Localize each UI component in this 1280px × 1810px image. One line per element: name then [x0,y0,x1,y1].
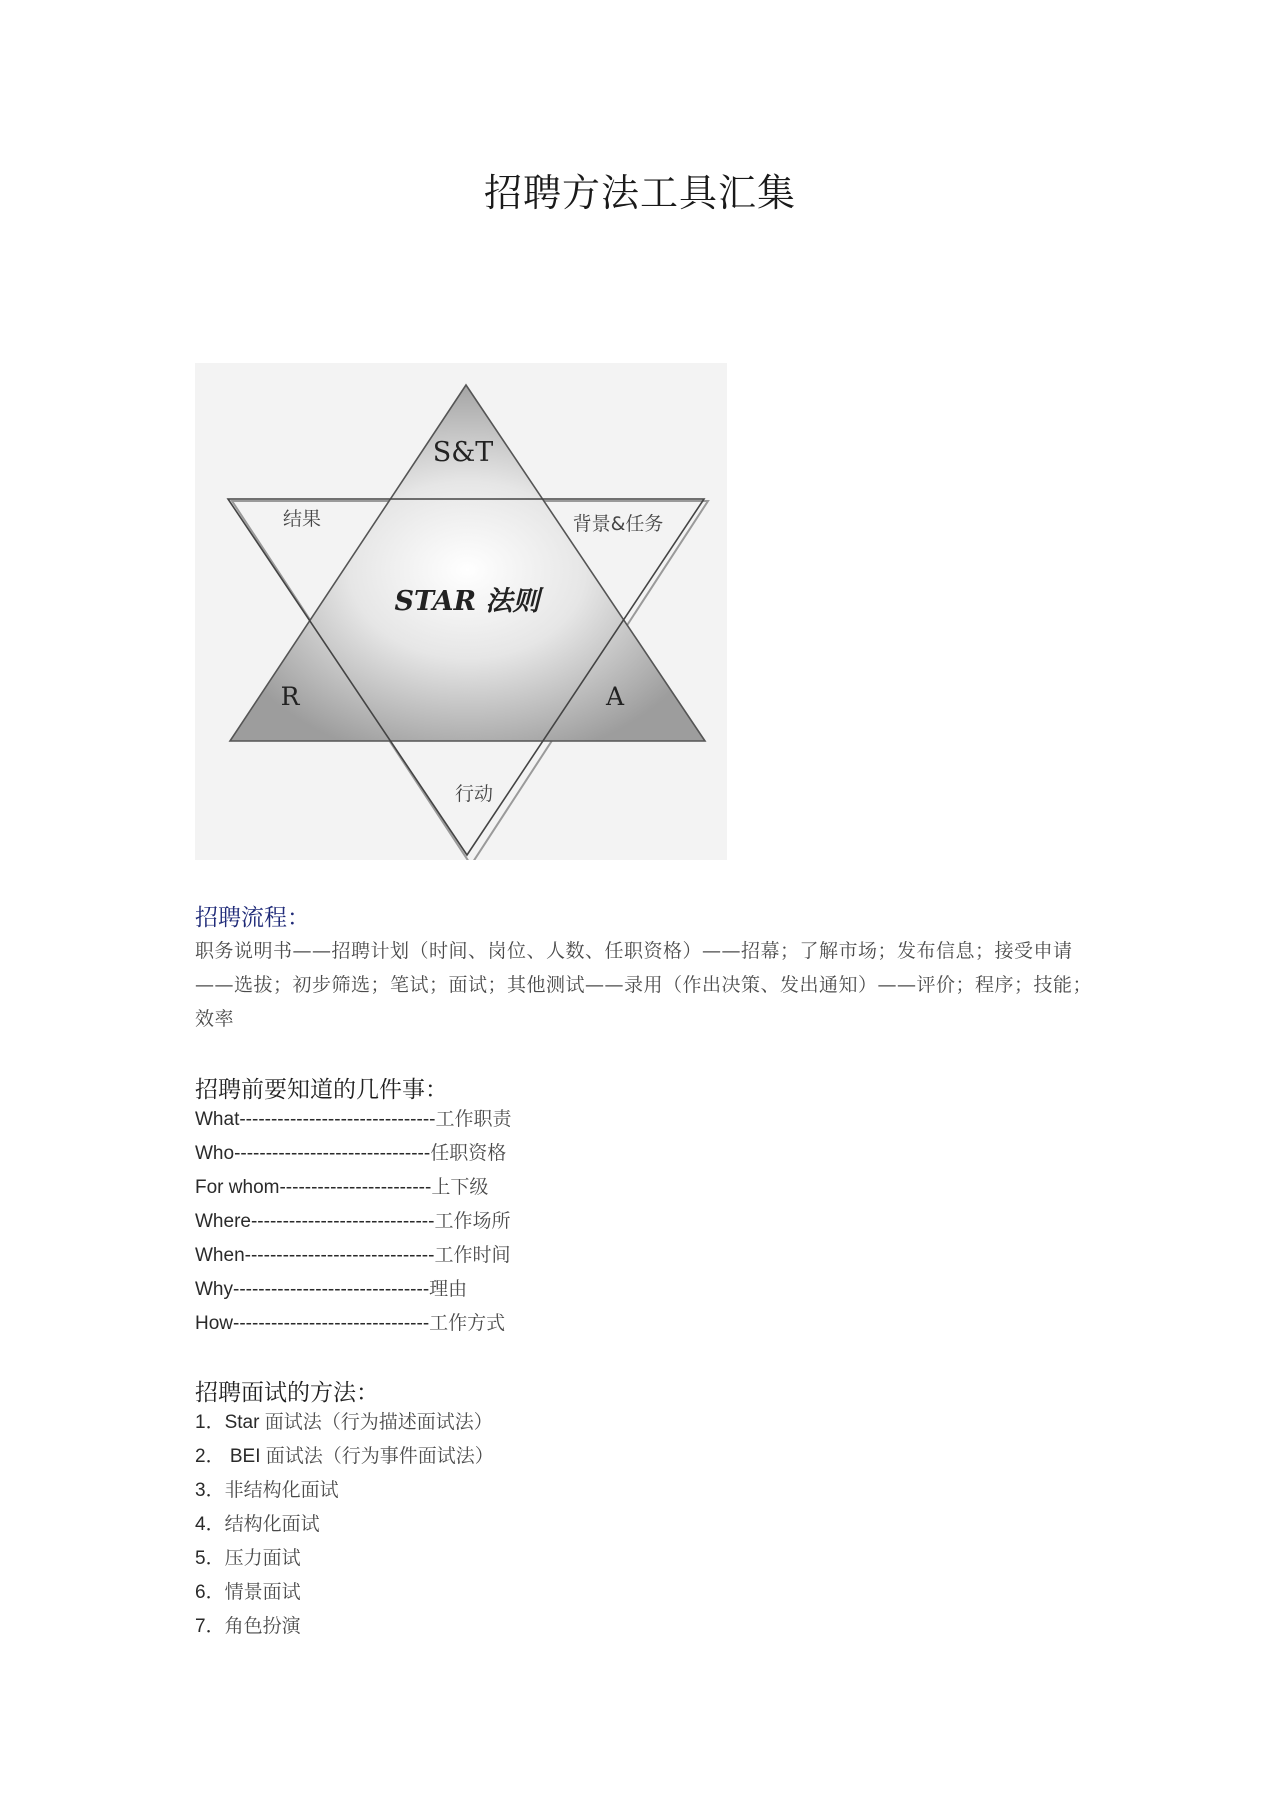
recruitment-flow-text: 职务说明书——招聘计划（时间、岗位、人数、任职资格）——招幕；了解市场；发布信息；接受申请——选拔；初步筛选；笔试；面试；其他测试——录用（作出决策、发出通知）——评价；程序；技能；效率 [195,940,1093,1030]
list-item [195,1473,494,1507]
list-item [195,1272,512,1306]
method-abbrev: BEI [224,1446,266,1467]
item-number: 5． [195,1548,225,1569]
list-item [195,1306,512,1340]
list-item [195,1204,512,1238]
item-number: 6． [195,1582,225,1603]
interview-methods-heading: 招聘面试的方法： [195,1380,379,1406]
method-name: 结构化面试 [224,1513,320,1535]
list-item [195,1575,494,1609]
interview-methods-list [195,1405,494,1643]
things-to-know-list [195,1102,512,1340]
question-meaning: 工作时间 [434,1244,511,1266]
question-word: How------------------------------- [195,1313,430,1334]
method-name: 情景面试 [224,1581,301,1603]
label-background-task: 背景&任务 [572,513,664,535]
question-word: Who------------------------------- [195,1143,431,1164]
list-item [195,1170,512,1204]
label-result: 结果 [282,508,322,530]
list-item [195,1507,494,1541]
document-title: 招聘方法工具汇集 [483,171,796,215]
recruitment-flow-heading: 招聘流程： [195,905,310,931]
question-word: Why------------------------------- [195,1279,430,1300]
question-word: What------------------------------- [195,1109,436,1130]
list-item [195,1405,494,1439]
item-number: 4． [195,1514,225,1535]
method-name: 非结构化面试 [224,1479,339,1501]
list-item [195,1102,512,1136]
question-word: When------------------------------ [195,1245,435,1266]
label-a: A [605,682,625,711]
star-method-diagram [195,363,727,860]
list-item [195,1609,494,1643]
list-item [195,1136,512,1170]
label-s-and-t: S&T [432,437,494,468]
question-word: Where----------------------------- [195,1211,435,1232]
question-meaning: 工作方式 [429,1312,506,1334]
question-meaning: 工作职责 [435,1108,512,1130]
list-item [195,1238,512,1272]
method-name: 面试法（行为描述面试法） [264,1411,493,1433]
item-number: 1． [195,1412,225,1433]
question-meaning: 理由 [429,1278,468,1300]
method-name: 面试法（行为事件面试法） [265,1445,494,1467]
list-item [195,1439,494,1473]
question-word: For whom------------------------ [195,1177,432,1198]
label-star-rule: STAR 法则 [394,586,540,617]
list-item [195,1541,494,1575]
question-meaning: 上下级 [431,1176,489,1198]
question-meaning: 任职资格 [430,1142,507,1164]
label-r: R [280,682,300,711]
item-number: 7． [195,1616,225,1637]
question-meaning: 工作场所 [434,1210,511,1232]
things-to-know-heading: 招聘前要知道的几件事： [195,1077,448,1103]
method-abbrev: Star [224,1412,265,1433]
item-number: 2． [195,1446,225,1467]
method-name: 角色扮演 [224,1615,301,1637]
label-action: 行动 [454,783,494,805]
star-diagram-svg [195,363,727,860]
method-name: 压力面试 [224,1547,301,1569]
item-number: 3． [195,1480,225,1501]
